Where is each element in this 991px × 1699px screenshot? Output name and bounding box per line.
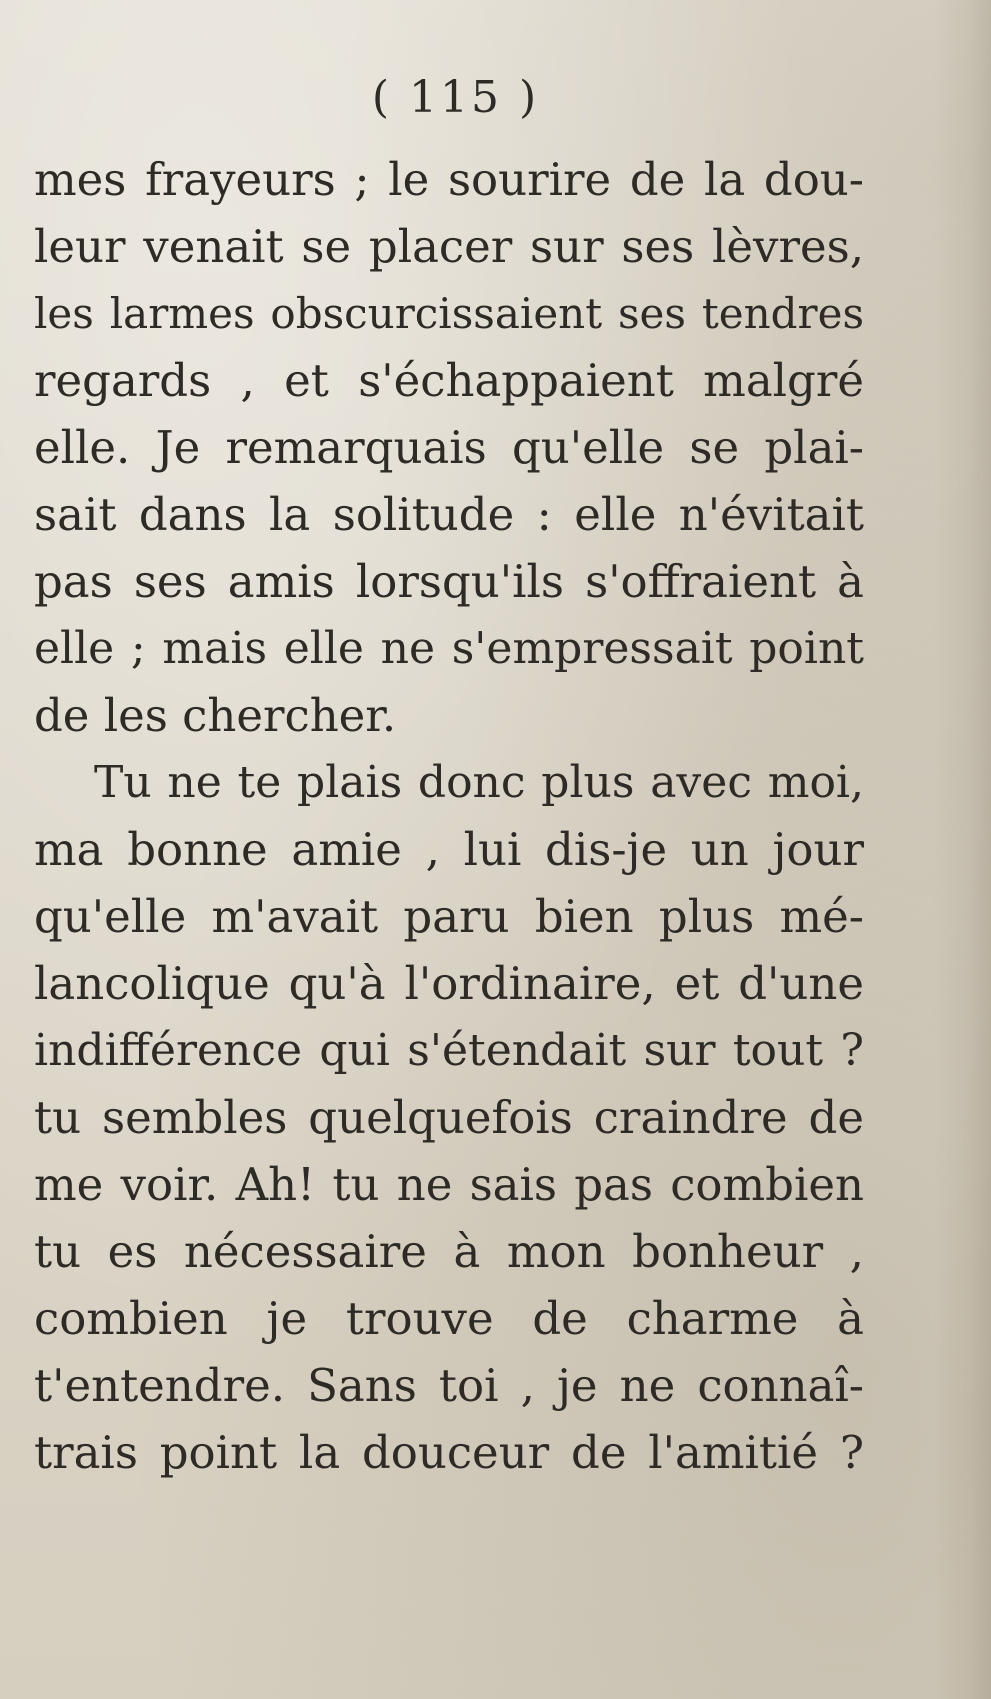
text-line: qu'elle m'avait paru bien plus mé- bbox=[34, 890, 864, 943]
text-line: ma bonne amie , lui dis-je un jour bbox=[34, 823, 864, 876]
text-line: indifférence qui s'étendait sur tout ? bbox=[34, 1025, 864, 1076]
text-line: lancolique qu'à l'ordinaire, et d'une bbox=[34, 957, 864, 1010]
paragraph-start-line: Tu ne te plais donc plus avec moi, bbox=[94, 757, 864, 808]
text-line: elle ; mais elle ne s'empressait point bbox=[34, 623, 864, 674]
text-line: pas ses amis lorsqu'ils s'offraient à bbox=[34, 555, 864, 608]
text-line: elle. Je remarquais qu'elle se plai- bbox=[34, 421, 864, 474]
text-line: trais point la douceur de l'amitié ? bbox=[34, 1426, 864, 1479]
text-line: mes frayeurs ; le sourire de la dou- bbox=[34, 153, 864, 206]
text-line: les larmes obscurcissaient ses tendres bbox=[34, 289, 864, 338]
page-number: ( 115 ) bbox=[371, 72, 540, 123]
text-line: regards , et s'échappaient malgré bbox=[34, 354, 864, 407]
text-line: tu es nécessaire à mon bonheur , bbox=[34, 1225, 864, 1278]
text-line: t'entendre. Sans toi , je ne connaî- bbox=[34, 1359, 864, 1412]
text-line: tu sembles quelquefois craindre de bbox=[34, 1091, 864, 1144]
text-line: combien je trouve de charme à bbox=[34, 1292, 864, 1345]
text-line: sait dans la solitude : elle n'évitait bbox=[34, 488, 864, 541]
text-line: leur venait se placer sur ses lèvres, bbox=[34, 220, 864, 273]
text-line: me voir. Ah! tu ne sais pas combien bbox=[34, 1158, 864, 1211]
page-edge-shadow bbox=[933, 0, 991, 1699]
body-text bbox=[34, 146, 864, 1486]
paragraph-end-line: de les chercher. bbox=[34, 689, 397, 742]
